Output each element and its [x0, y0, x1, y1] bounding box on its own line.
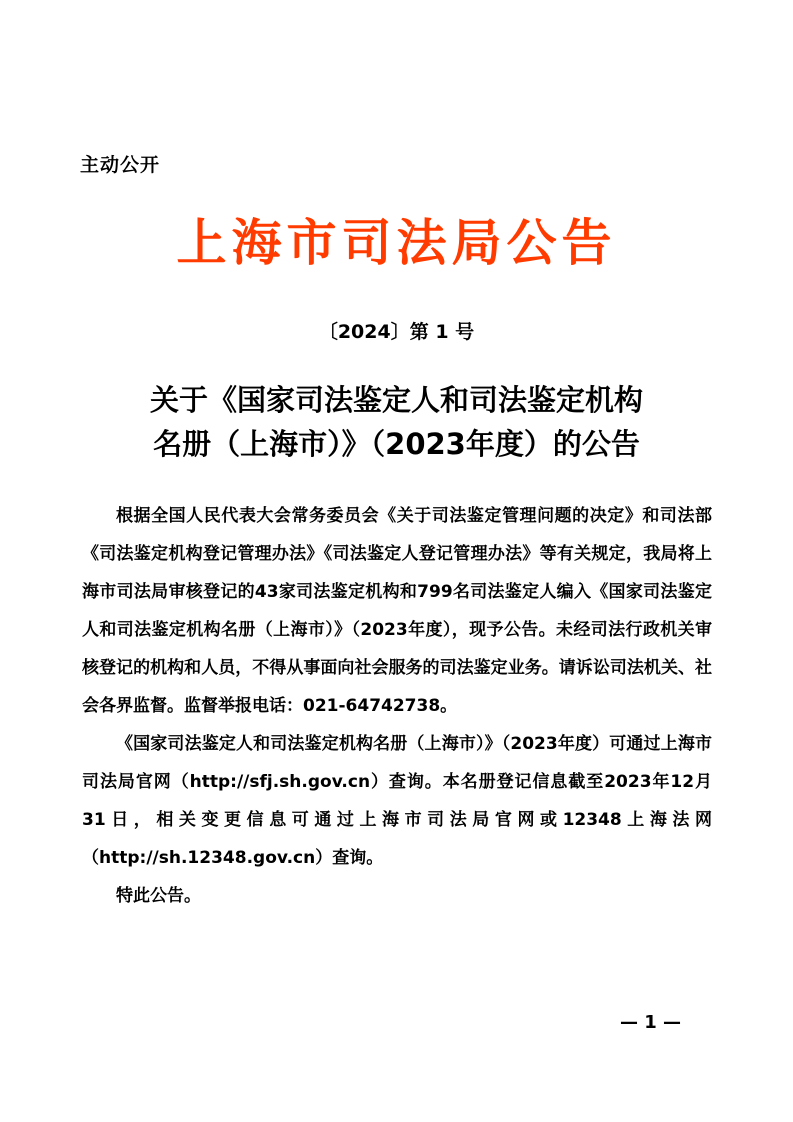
announcement-title-line-1: 关于《国家司法鉴定人和司法鉴定机构 — [149, 383, 643, 417]
body-paragraph-2: 《国家司法鉴定人和司法鉴定机构名册（上海市）》（2023年度）可通过上海市司法局官网（http://sfj.sh.gov.cn）查询。本名册登记信息截至2023年12月31日，相关变更信息可通过上海市司法局官网或12348上海法网（http://sh.12348.gov.cn）查询。 — [82, 734, 712, 868]
page-number: — 1 — — [620, 1012, 682, 1033]
body-paragraph-1: 根据全国人民代表大会常务委员会《关于司法鉴定管理问题的决定》和司法部《司法鉴定机构登记管理办法》《司法鉴定人登记管理办法》等有关规定，我局将上海市司法局审核登记的43家司法鉴定机构和799名司法鉴定人编入《国家司法鉴定人和司法鉴定机构名册（上海市）》（2023年度），现予公告。未经司法行政机关审核登记的机构和人员，不得从事面向社会服务的司法鉴定业务。请诉讼司法机关、社会各界监督。监督举报电话：021-64742738。 — [82, 506, 712, 716]
body-paragraph-3: 特此公告。 — [116, 886, 201, 906]
announcement-title-line-2: 名册（上海市）》（2023年度）的公告 — [153, 427, 640, 461]
announcement-title — [100, 378, 693, 466]
disclosure-tag: 主动公开 — [80, 154, 161, 176]
masthead-title: 上海市司法局公告 — [176, 214, 617, 272]
document-number: 〔2024〕第 1 号 — [318, 321, 475, 343]
announcement-body — [82, 497, 712, 915]
